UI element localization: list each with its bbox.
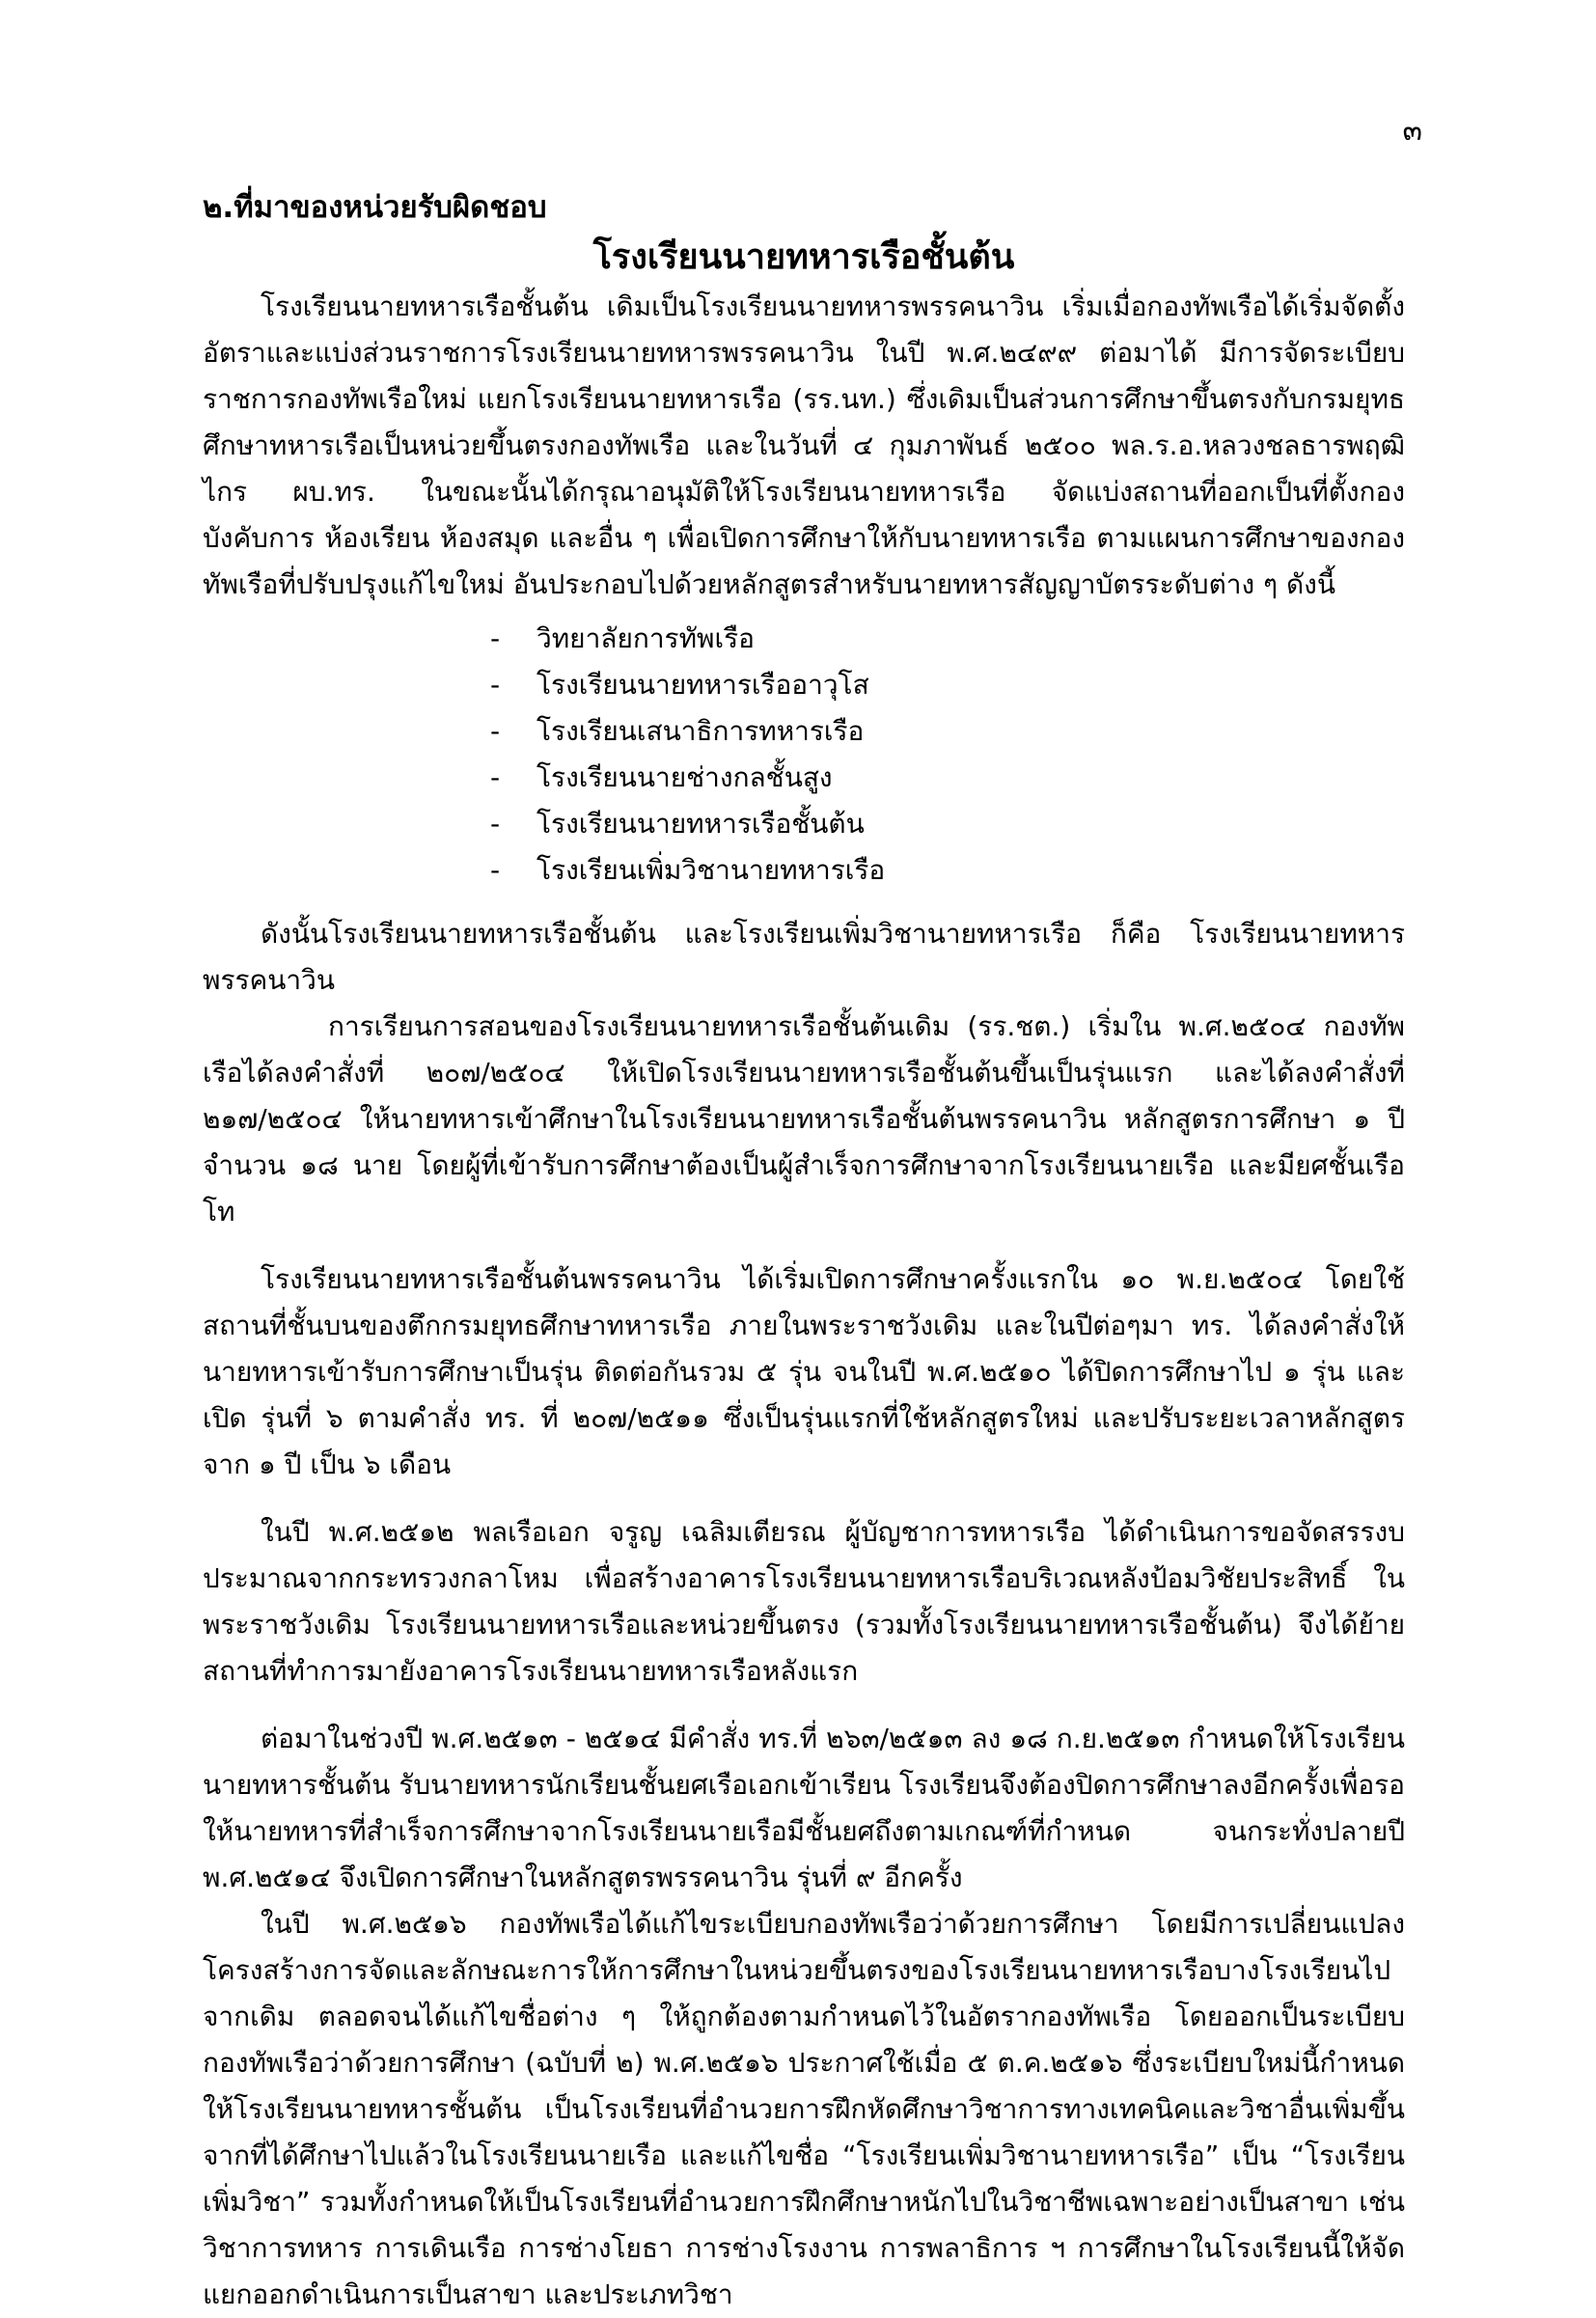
- list-item: [490, 708, 1405, 755]
- school-list: [203, 616, 1405, 894]
- list-item: [490, 755, 1405, 801]
- list-dash: -: [490, 715, 501, 747]
- list-item-label: โรงเรียนเสนาธิการทหารเรือ: [537, 715, 865, 747]
- list-item: [490, 616, 1405, 662]
- list-dash: -: [490, 808, 501, 840]
- list-item: [490, 801, 1405, 847]
- paragraph-summary: ดังนั้นโรงเรียนนายทหารเรือชั้นต้น และโรงเรียนเพิ่มวิชานายทหารเรือ ก็คือ โรงเรียนนายทหารพรรคนาวิน: [203, 918, 1405, 996]
- list-dash: -: [490, 669, 501, 701]
- page-number: ๓: [1402, 114, 1422, 148]
- list-item-label: โรงเรียนนายทหารเรืออาวุโส: [537, 669, 869, 701]
- list-dash: -: [490, 854, 501, 886]
- paragraph-closure: ต่อมาในช่วงปี พ.ศ.๒๕๑๓ - ๒๕๑๔ มีคำสั่ง ทร.ที่ ๒๖๓/๒๕๑๓ ลง ๑๘ ก.ย.๒๕๑๓ กำหนดให้โรงเรียนนายทหารชั้นต้น รับนายทหารนักเรียนชั้นยศเรือเอกเข้าเรียน โรงเรียนจึงต้องปิดการศึกษาลงอีกครั้งเพื่อรอให้นายทหารที่สำเร็จการศึกษาจากโรงเรียนนายเรือมีชั้นยศถึงตามเกณฑ์ที่กำหนด จนกระทั่งปลายปี พ.ศ.๒๕๑๔ จึงเปิดการศึกษาในหลักสูตรพรรคนาวิน รุ่นที่ ๙ อีกครั้ง: [203, 1723, 1405, 1893]
- spacer: [203, 1695, 1405, 1716]
- list-item: [490, 662, 1405, 708]
- paragraph-intro: โรงเรียนนายทหารเรือชั้นต้น เดิมเป็นโรงเรียนนายทหารพรรคนาวิน เริ่มเมื่อกองทัพเรือได้เริ่มจัดตั้งอัตราและแบ่งส่วนราชการโรงเรียนนายทหารพรรคนาวิน ในปี พ.ศ.๒๔๙๙ ต่อมาได้ มีการจัดระเบียบราชการกองทัพเรือใหม่ แยกโรงเรียนนายทหารเรือ (รร.นท.) ซึ่งเดิมเป็นส่วนการศึกษาขึ้นตรงกับกรมยุทธศึกษาทหารเรือเป็นหน่วยขึ้นตรงกองทัพเรือ และในวันที่ ๔ กุมภาพันธ์ ๒๕๐๐ พล.ร.อ.หลวงชลธารพฤฒิไกร ผบ.ทร. ในขณะนั้นได้กรุณาอนุมัติให้โรงเรียนนายทหารเรือ จัดแบ่งสถานที่ออกเป็นที่ตั้งกองบังคับการ ห้องเรียน ห้องสมุด และอื่น ๆ เพื่อเปิดการศึกษาให้กับนายทหารเรือ ตามแผนการศึกษาของกองทัพเรือที่ปรับปรุงแก้ไขใหม่ อันประกอบไปด้วยหลักสูตรสำหรับนายทหารสัญญาบัตรระดับต่าง ๆ ดังนี้: [203, 290, 1405, 600]
- paragraph-building: ในปี พ.ศ.๒๕๑๒ พลเรือเอก จรูญ เฉลิมเตียรณ ผู้บัญชาการทหารเรือ ได้ดำเนินการขอจัดสรรงบประมาณจากกระทรวงกลาโหม เพื่อสร้างอาคารโรงเรียนนายทหารเรือบริเวณหลังป้อมวิชัยประสิทธิ์ ในพระราชวังเดิม โรงเรียนนายทหารเรือและหน่วยขึ้นตรง (รวมทั้งโรงเรียนนายทหารเรือชั้นต้น) จึงได้ย้ายสถานที่ทำการมายังอาคารโรงเรียนนายทหารเรือหลังแรก: [203, 1516, 1405, 1687]
- document-body: [203, 183, 1405, 2318]
- list-item: [490, 847, 1405, 894]
- paragraph-teaching: การเรียนการสอนของโรงเรียนนายทหารเรือชั้นต้นเดิม (รร.ชต.) เริ่มใน พ.ศ.๒๕๐๔ กองทัพเรือได้ลงคำสั่งที่ ๒๐๗/๒๕๐๔ ให้เปิดโรงเรียนนายทหารเรือชั้นต้นขึ้นเป็นรุ่นแรก และได้ลงคำสั่งที่ ๒๑๗/๒๕๐๔ ให้นายทหารเข้าศึกษาในโรงเรียนนายทหารเรือชั้นต้นพรรคนาวิน หลักสูตรการศึกษา ๑ ปี จำนวน ๑๘ นาย โดยผู้ที่เข้ารับการศึกษาต้องเป็นผู้สำเร็จการศึกษาจากโรงเรียนนายเรือ และมียศชั้นเรือโท: [203, 1010, 1405, 1228]
- spacer: [203, 1488, 1405, 1509]
- list-item-label: โรงเรียนนายทหารเรือชั้นต้น: [537, 808, 865, 840]
- section-heading: ๒.ที่มาของหน่วยรับผิดชอบ: [203, 190, 547, 225]
- list-dash: -: [490, 622, 501, 654]
- list-item-label: วิทยาลัยการทัพเรือ: [537, 622, 755, 654]
- paragraph-reform: ในปี พ.ศ.๒๕๑๖ กองทัพเรือได้แก้ไขระเบียบกองทัพเรือว่าด้วยการศึกษา โดยมีการเปลี่ยนแปลงโครงสร้างการจัดและลักษณะการให้การศึกษาในหน่วยขึ้นตรงของโรงเรียนนายทหารเรือบางโรงเรียนไปจากเดิม ตลอดจนได้แก้ไขชื่อต่าง ๆ ให้ถูกต้องตามกำหนดไว้ในอัตรากองทัพเรือ โดยออกเป็นระเบียบกองทัพเรือว่าด้วยการศึกษา (ฉบับที่ ๒) พ.ศ.๒๕๑๖ ประกาศใช้เมื่อ ๕ ต.ค.๒๕๑๖ ซึ่งระเบียบใหม่นี้กำหนดให้โรงเรียนนายทหารชั้นต้น เป็นโรงเรียนที่อำนวยการฝึกหัดศึกษาวิชาการทางเทคนิคและวิชาอื่นเพิ่มขึ้นจากที่ได้ศึกษาไปแล้วในโรงเรียนนายเรือ และแก้ไขชื่อ “โรงเรียนเพิ่มวิชานายทหารเรือ” เป็น “โรงเรียนเพิ่มวิชา” รวมทั้งกำหนดให้เป็นโรงเรียนที่อำนวยการฝึกศึกษาหนักไปในวิชาชีพเฉพาะอย่างเป็นสาขา เช่น วิชาการทหาร การเดินเรือ การช่างโยธา การช่างโรงงาน การพลาธิการ ฯ การศึกษาในโรงเรียนนี้ให้จัดแยกออกดำเนินการเป็นสาขา และประเภทวิชา: [203, 1908, 1405, 2310]
- list-item-label: โรงเรียนนายช่างกลชั้นสูง: [537, 761, 833, 793]
- document-title: โรงเรียนนายทหารเรือชั้นต้น: [592, 237, 1015, 277]
- spacer: [203, 1235, 1405, 1256]
- list-dash: -: [490, 761, 501, 793]
- list-item-label: โรงเรียนเพิ่มวิชานายทหารเรือ: [537, 854, 886, 886]
- paragraph-first-open: โรงเรียนนายทหารเรือชั้นต้นพรรคนาวิน ได้เริ่มเปิดการศึกษาครั้งแรกใน ๑๐ พ.ย.๒๕๐๔ โดยใช้สถานที่ชั้นบนของตึกกรมยุทธศึกษาทหารเรือ ภายในพระราชวังเดิม และในปีต่อๆมา ทร. ได้ลงคำสั่งให้นายทหารเข้ารับการศึกษาเป็นรุ่น ติดต่อกันรวม ๕ รุ่น จนในปี พ.ศ.๒๕๑๐ ได้ปิดการศึกษาไป ๑ รุ่น และเปิด รุ่นที่ ๖ ตามคำสั่ง ทร. ที่ ๒๐๗/๒๕๑๑ ซึ่งเป็นรุ่นแรกที่ใช้หลักสูตรใหม่ และปรับระยะเวลาหลักสูตรจาก ๑ ปี เป็น ๖ เดือน: [203, 1263, 1405, 1480]
